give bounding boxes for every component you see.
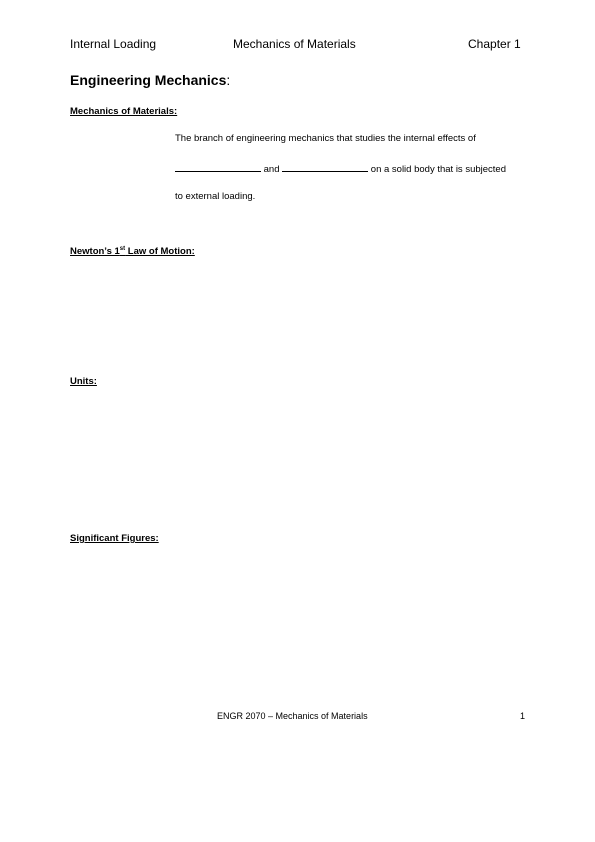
- fill-in-blank-2[interactable]: [282, 162, 368, 172]
- header-right: Chapter 1: [468, 37, 521, 51]
- footer-course: ENGR 2070 – Mechanics of Materials: [217, 711, 368, 721]
- section-heading-mechanics-of-materials: Mechanics of Materials:: [70, 106, 178, 117]
- fill-in-blank-1[interactable]: [175, 162, 261, 172]
- footer-page-number: 1: [520, 711, 526, 721]
- definition-line-2: [175, 162, 506, 175]
- title-text: Engineering Mechanics: [70, 72, 227, 88]
- header-left: Internal Loading: [70, 37, 157, 51]
- newton-heading-suffix: Law of Motion:: [125, 246, 195, 257]
- newton-heading-prefix: Newton’s 1: [70, 246, 120, 257]
- definition-line-1: The branch of engineering mechanics that studies the internal effects of: [175, 133, 476, 144]
- title-colon: :: [226, 72, 231, 88]
- section-heading-significant-figures: Significant Figures:: [70, 533, 159, 544]
- definition-line-3: to external loading.: [175, 191, 256, 202]
- section-heading-units: Units:: [70, 376, 97, 387]
- definition-line-2-rest: on a solid body that is subjected: [370, 164, 506, 175]
- section-heading-newtons-first-law: [70, 246, 195, 257]
- header-center: Mechanics of Materials: [233, 37, 356, 51]
- newton-heading-superscript: st: [119, 245, 126, 252]
- page-title: [70, 72, 230, 88]
- definition-and: and: [263, 164, 280, 175]
